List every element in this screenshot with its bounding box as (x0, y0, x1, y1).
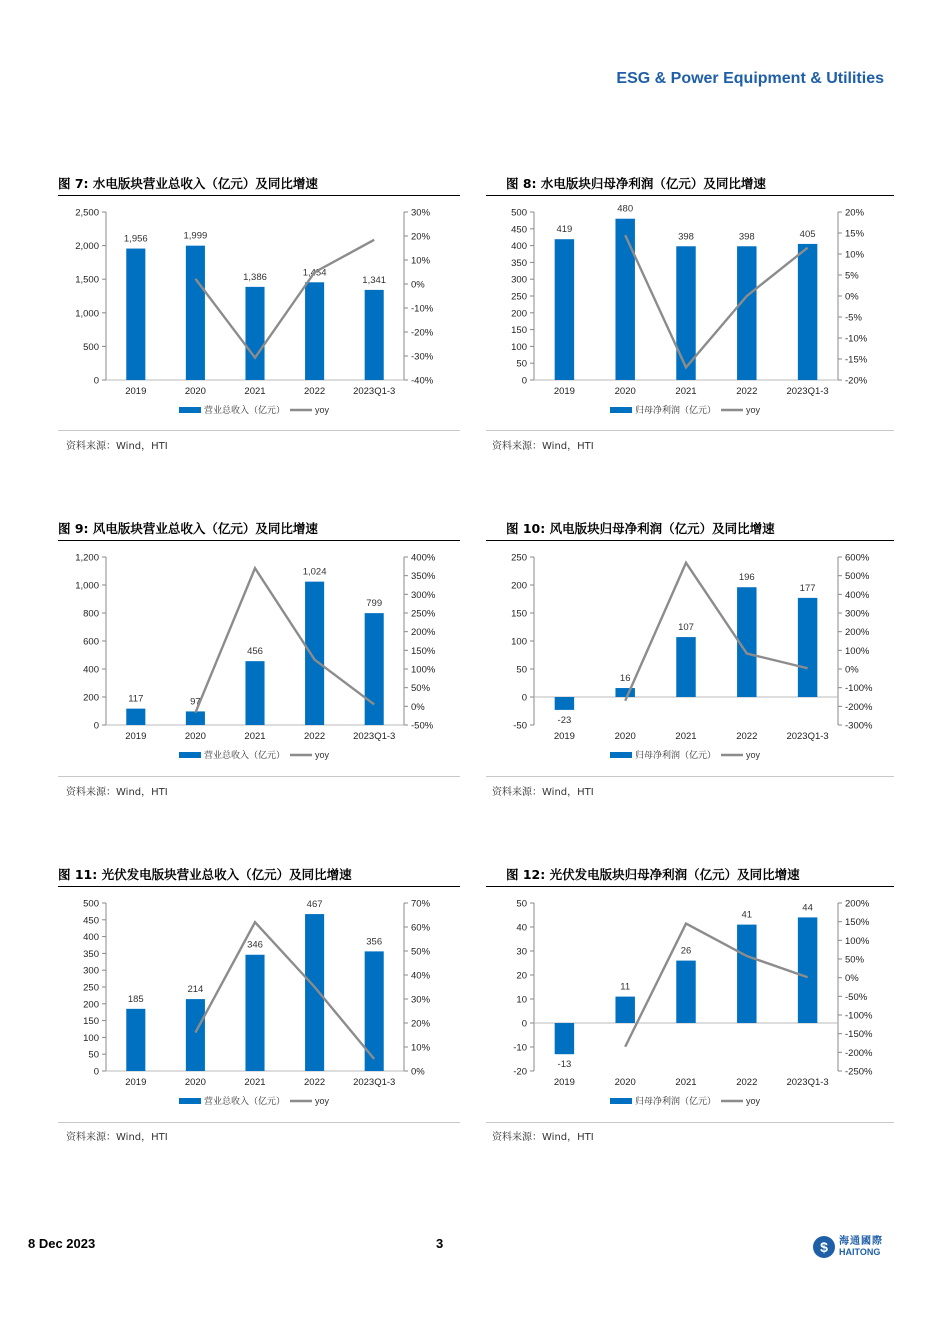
bar (798, 244, 817, 380)
left-axis-tick-label: 1,000 (75, 580, 99, 592)
x-axis-category-label: 2021 (244, 731, 266, 742)
left-axis-tick-label: 400 (511, 241, 527, 253)
bar-data-label: 346 (247, 939, 263, 951)
bar (737, 925, 756, 1023)
x-axis-category-label: 2020 (614, 386, 636, 397)
left-axis-tick-label: 250 (511, 291, 527, 303)
x-axis-category-label: 2023Q1-3 (353, 1077, 396, 1088)
bar-data-label: 11 (620, 981, 631, 993)
bar (615, 997, 634, 1023)
x-axis-category-label: 2020 (184, 731, 206, 742)
left-axis-tick-label: 350 (83, 948, 99, 960)
x-axis-category-label: 2019 (553, 1077, 575, 1088)
figure-10-bottom-rule (486, 776, 894, 777)
left-axis-tick-label: 0 (521, 375, 527, 387)
bar (305, 582, 324, 725)
right-axis-tick-label: 20% (411, 231, 431, 243)
bar-data-label: -23 (557, 714, 572, 726)
figure-11-title: 图 11: 光伏发电版块营业总收入（亿元）及同比增速 (58, 867, 352, 882)
figure-9-bottom-rule (58, 776, 460, 777)
bar (126, 709, 145, 725)
right-axis-tick-label: -10% (411, 303, 434, 315)
left-axis-tick-label: -10 (513, 1042, 527, 1054)
left-axis-tick-label: 40 (516, 922, 527, 934)
x-axis-category-label: 2023Q1-3 (786, 1077, 829, 1088)
figure-12-source: 资料来源：Wind，HTI (492, 1132, 594, 1143)
x-axis-category-label: 2023Q1-3 (786, 386, 829, 397)
bar-data-label: 456 (247, 646, 263, 658)
right-axis-tick-label: 600% (845, 552, 870, 564)
header-title: ESG & Power Equipment & Utilities (616, 70, 884, 87)
x-axis-category-label: 2021 (675, 731, 697, 742)
bar (305, 282, 324, 380)
bar-data-label: 26 (680, 945, 692, 957)
bar-data-label: 1,454 (302, 267, 327, 279)
right-axis-tick-label: 200% (845, 898, 870, 910)
right-axis-tick-label: 10% (411, 255, 431, 267)
left-axis-tick-label: 20 (516, 970, 527, 982)
left-axis-tick-label: 500 (83, 341, 99, 353)
figure-7-title: 图 7: 水电版块营业总收入（亿元）及同比增速 (58, 176, 318, 191)
x-axis-category-label: 2022 (304, 386, 326, 397)
bar (555, 1023, 574, 1054)
x-axis-category-label: 2019 (553, 386, 575, 397)
legend-line-label: yoy (746, 405, 761, 415)
x-axis-category-label: 2023Q1-3 (353, 731, 396, 742)
haitong-logo-icon: $ (813, 1236, 835, 1258)
bar (555, 697, 574, 710)
bar-data-label: 480 (617, 203, 634, 215)
left-axis-tick-label: 50 (516, 664, 527, 676)
legend-bar-label: 营业总收入（亿元） (204, 405, 286, 415)
left-axis-tick-label: 200 (511, 308, 527, 320)
right-axis-tick-label: 50% (411, 683, 431, 695)
x-axis-category-label: 2020 (614, 1077, 636, 1088)
bar (676, 961, 695, 1023)
figure-7-chart (58, 198, 460, 426)
left-axis-tick-label: 350 (511, 257, 527, 269)
left-axis-tick-label: 2,500 (75, 207, 99, 219)
left-axis-tick-label: 100 (511, 636, 527, 648)
figure-9-source: 资料来源：Wind，HTI (66, 787, 168, 798)
legend-line-label: yoy (315, 750, 330, 760)
right-axis-tick-label: 0% (845, 291, 859, 303)
right-axis-tick-label: 30% (411, 207, 431, 219)
logo-cn-text: 海通國際 (839, 1236, 883, 1247)
right-axis-tick-label: -20% (845, 375, 868, 387)
right-axis-tick-label: 40% (411, 970, 431, 982)
right-axis-tick-label: -300% (845, 720, 873, 732)
figure-11-bottom-rule (58, 1122, 460, 1123)
x-axis-category-label: 2021 (244, 1077, 266, 1088)
left-axis-tick-label: 1,200 (75, 552, 99, 564)
right-axis-tick-label: -100% (845, 683, 873, 695)
right-axis-tick-label: 15% (845, 228, 865, 240)
right-axis-tick-label: -100% (845, 1010, 873, 1022)
figure-8-top-rule (486, 195, 894, 196)
figure-10-chart (486, 543, 894, 771)
right-axis-tick-label: 250% (411, 608, 436, 620)
x-axis-category-label: 2023Q1-3 (786, 731, 829, 742)
bar-data-label: 41 (741, 909, 753, 921)
right-axis-tick-label: -20% (411, 327, 434, 339)
figure-8-source: 资料来源：Wind，HTI (492, 441, 594, 452)
legend-bar-swatch (610, 407, 632, 413)
bar (186, 246, 205, 380)
x-axis-category-label: 2021 (675, 1077, 697, 1088)
right-axis-tick-label: -200% (845, 701, 873, 713)
figure-11-source: 资料来源：Wind，HTI (66, 1132, 168, 1143)
left-axis-tick-label: 50 (516, 358, 527, 370)
right-axis-tick-label: 50% (411, 946, 431, 958)
figure-12-bottom-rule (486, 1122, 894, 1123)
legend-bar-swatch (610, 1098, 632, 1104)
figure-12-title: 图 12: 光伏发电版块归母净利润（亿元）及同比增速 (506, 867, 800, 882)
bar (365, 290, 384, 380)
right-axis-tick-label: 300% (845, 608, 870, 620)
left-axis-tick-label: 250 (83, 982, 99, 994)
bar-data-label: 16 (619, 673, 631, 685)
bar (245, 955, 264, 1071)
left-axis-tick-label: 2,000 (75, 241, 99, 253)
x-axis-category-label: 2023Q1-3 (353, 386, 396, 397)
right-axis-tick-label: 50% (845, 954, 865, 966)
right-axis-tick-label: -250% (845, 1066, 873, 1078)
right-axis-tick-label: 0% (411, 701, 425, 713)
bar-data-label: 1,386 (243, 271, 267, 283)
bar-data-label: 185 (127, 993, 144, 1005)
bar-data-label: 44 (802, 902, 813, 914)
bar (615, 219, 634, 380)
figure-8-chart (486, 198, 894, 426)
x-axis-category-label: 2022 (304, 1077, 326, 1088)
legend-bar-label: 归母净利润（亿元） (635, 1096, 717, 1106)
left-axis-tick-label: 400 (83, 932, 99, 944)
bar-data-label: 405 (799, 228, 816, 240)
legend-bar-label: 营业总收入（亿元） (204, 1096, 286, 1106)
right-axis-tick-label: -15% (845, 354, 868, 366)
x-axis-category-label: 2019 (125, 1077, 147, 1088)
legend-bar-swatch (179, 752, 201, 758)
bar (555, 239, 574, 380)
yoy-line (625, 563, 807, 701)
right-axis-tick-label: 10% (411, 1042, 431, 1054)
legend-bar-label: 归母净利润（亿元） (635, 405, 717, 415)
left-axis-tick-label: 200 (511, 580, 527, 592)
figure-10-top-rule (486, 540, 894, 541)
left-axis-tick-label: 500 (511, 207, 527, 219)
left-axis-tick-label: 100 (511, 341, 527, 353)
right-axis-tick-label: 5% (845, 270, 859, 282)
figure-7-top-rule (58, 195, 460, 196)
right-axis-tick-label: 150% (845, 917, 870, 929)
legend-line-label: yoy (315, 405, 330, 415)
x-axis-category-label: 2022 (736, 386, 758, 397)
left-axis-tick-label: 450 (511, 224, 527, 236)
right-axis-tick-label: 10% (845, 249, 865, 261)
legend-bar-swatch (179, 407, 201, 413)
figure-8-bottom-rule (486, 430, 894, 431)
x-axis-category-label: 2020 (184, 1077, 206, 1088)
left-axis-tick-label: 100 (83, 1032, 99, 1044)
bar (186, 999, 205, 1071)
left-axis-tick-label: 200 (83, 692, 99, 704)
left-axis-tick-label: 1,500 (75, 274, 99, 286)
left-axis-tick-label: 0 (521, 692, 527, 704)
legend-line-label: yoy (746, 750, 761, 760)
figure-12-chart (486, 889, 894, 1117)
right-axis-tick-label: 0% (411, 279, 425, 291)
right-axis-tick-label: -30% (411, 351, 434, 363)
right-axis-tick-label: 20% (411, 1018, 431, 1030)
right-axis-tick-label: -5% (845, 312, 862, 324)
bar (126, 249, 145, 380)
figure-12-top-rule (486, 886, 894, 887)
right-axis-tick-label: 60% (411, 922, 431, 934)
left-axis-tick-label: -50 (513, 720, 527, 732)
legend-bar-label: 营业总收入（亿元） (204, 750, 286, 760)
left-axis-tick-label: 250 (511, 552, 527, 564)
legend-line-label: yoy (746, 1096, 761, 1106)
left-axis-tick-label: 450 (83, 915, 99, 927)
bar-data-label: -13 (557, 1059, 572, 1071)
right-axis-tick-label: -50% (845, 991, 868, 1003)
left-axis-tick-label: 400 (83, 664, 99, 676)
x-axis-category-label: 2022 (736, 731, 758, 742)
bar-data-label: 214 (187, 984, 204, 996)
left-axis-tick-label: 500 (83, 898, 99, 910)
x-axis-category-label: 2020 (614, 731, 636, 742)
page-number: 3 (436, 1236, 444, 1251)
bar-data-label: 107 (678, 622, 694, 634)
x-axis-category-label: 2022 (736, 1077, 758, 1088)
right-axis-tick-label: 200% (411, 627, 436, 639)
left-axis-tick-label: -20 (513, 1066, 527, 1078)
bar-data-label: 177 (799, 582, 816, 594)
left-axis-tick-label: 0 (521, 1018, 527, 1030)
right-axis-tick-label: 20% (845, 207, 865, 219)
bar (798, 598, 817, 697)
bar (365, 951, 384, 1071)
figure-11-top-rule (58, 886, 460, 887)
bar (615, 688, 634, 697)
right-axis-tick-label: -50% (411, 720, 434, 732)
right-axis-tick-label: 0% (845, 664, 859, 676)
right-axis-tick-label: -200% (845, 1047, 873, 1059)
legend-line-label: yoy (315, 1096, 330, 1106)
legend-bar-swatch (610, 752, 632, 758)
right-axis-tick-label: 350% (411, 571, 436, 583)
left-axis-tick-label: 30 (516, 946, 527, 958)
bar-data-label: 1,956 (123, 233, 148, 245)
haitong-logo (813, 1236, 883, 1258)
figure-11-chart (58, 889, 460, 1117)
x-axis-category-label: 2022 (304, 731, 326, 742)
right-axis-tick-label: 70% (411, 898, 431, 910)
left-axis-tick-label: 800 (83, 608, 99, 620)
right-axis-tick-label: -10% (845, 333, 868, 345)
bar (737, 246, 756, 380)
right-axis-tick-label: 0% (411, 1066, 425, 1078)
bar (186, 711, 205, 725)
bar (245, 287, 264, 380)
bar-data-label: 1,024 (302, 566, 327, 578)
yoy-line (195, 922, 374, 1059)
bar-data-label: 799 (366, 598, 383, 610)
figure-10-title: 图 10: 风电版块归母净利润（亿元）及同比增速 (506, 521, 775, 536)
bar-data-label: 1,341 (362, 274, 387, 286)
figure-10-source: 资料来源：Wind，HTI (492, 787, 594, 798)
left-axis-tick-label: 600 (83, 636, 99, 648)
right-axis-tick-label: -40% (411, 375, 434, 387)
right-axis-tick-label: 100% (411, 664, 436, 676)
right-axis-tick-label: 500% (845, 571, 870, 583)
left-axis-tick-label: 150 (511, 608, 527, 620)
bar-data-label: 196 (738, 572, 755, 584)
yoy-line (195, 240, 374, 358)
bar-data-label: 97 (190, 696, 201, 708)
right-axis-tick-label: 300% (411, 589, 436, 601)
left-axis-tick-label: 50 (516, 898, 527, 910)
bar-data-label: 467 (306, 899, 323, 911)
figure-7-bottom-rule (58, 430, 460, 431)
bar-data-label: 1,999 (183, 230, 208, 242)
left-axis-tick-label: 150 (83, 1016, 99, 1028)
bar (365, 613, 384, 725)
figure-7-source: 资料来源：Wind，HTI (66, 441, 168, 452)
right-axis-tick-label: 30% (411, 994, 431, 1006)
bar (245, 661, 264, 725)
bar (798, 917, 817, 1023)
x-axis-category-label: 2020 (184, 386, 206, 397)
left-axis-tick-label: 300 (511, 274, 527, 286)
bar-data-label: 398 (738, 231, 755, 243)
bar (305, 914, 324, 1071)
right-axis-tick-label: 400% (845, 589, 870, 601)
right-axis-tick-label: 200% (845, 627, 870, 639)
right-axis-tick-label: 100% (845, 935, 870, 947)
bar-data-label: 117 (128, 693, 144, 705)
left-axis-tick-label: 200 (83, 999, 99, 1011)
x-axis-category-label: 2019 (553, 731, 575, 742)
bar-data-label: 398 (678, 231, 694, 243)
right-axis-tick-label: -150% (845, 1029, 873, 1041)
left-axis-tick-label: 300 (83, 965, 99, 977)
right-axis-tick-label: 0% (845, 973, 859, 985)
left-axis-tick-label: 50 (88, 1049, 99, 1061)
legend-bar-label: 归母净利润（亿元） (635, 750, 717, 760)
left-axis-tick-label: 0 (93, 720, 99, 732)
bar (676, 637, 695, 697)
right-axis-tick-label: 400% (411, 552, 436, 564)
x-axis-category-label: 2021 (675, 386, 697, 397)
footer-date: 8 Dec 2023 (28, 1236, 96, 1251)
right-axis-tick-label: 100% (845, 645, 870, 657)
figure-8-title: 图 8: 水电版块归母净利润（亿元）及同比增速 (506, 176, 766, 191)
bar-data-label: 419 (556, 224, 573, 236)
x-axis-category-label: 2019 (125, 386, 147, 397)
yoy-line (625, 924, 807, 1047)
left-axis-tick-label: 150 (511, 325, 527, 337)
yoy-line (625, 235, 807, 367)
bar (126, 1009, 145, 1071)
figure-9-chart (58, 543, 460, 771)
left-axis-tick-label: 0 (93, 375, 99, 387)
figure-9-title: 图 9: 风电版块营业总收入（亿元）及同比增速 (58, 521, 318, 536)
left-axis-tick-label: 1,000 (75, 308, 99, 320)
bar-data-label: 356 (366, 936, 383, 948)
logo-en-text: HAITONG (839, 1247, 881, 1257)
right-axis-tick-label: 150% (411, 645, 436, 657)
x-axis-category-label: 2019 (125, 731, 147, 742)
yoy-line (195, 568, 374, 712)
x-axis-category-label: 2021 (244, 386, 266, 397)
left-axis-tick-label: 0 (93, 1066, 99, 1078)
legend-bar-swatch (179, 1098, 201, 1104)
left-axis-tick-label: 10 (516, 994, 527, 1006)
figure-9-top-rule (58, 540, 460, 541)
